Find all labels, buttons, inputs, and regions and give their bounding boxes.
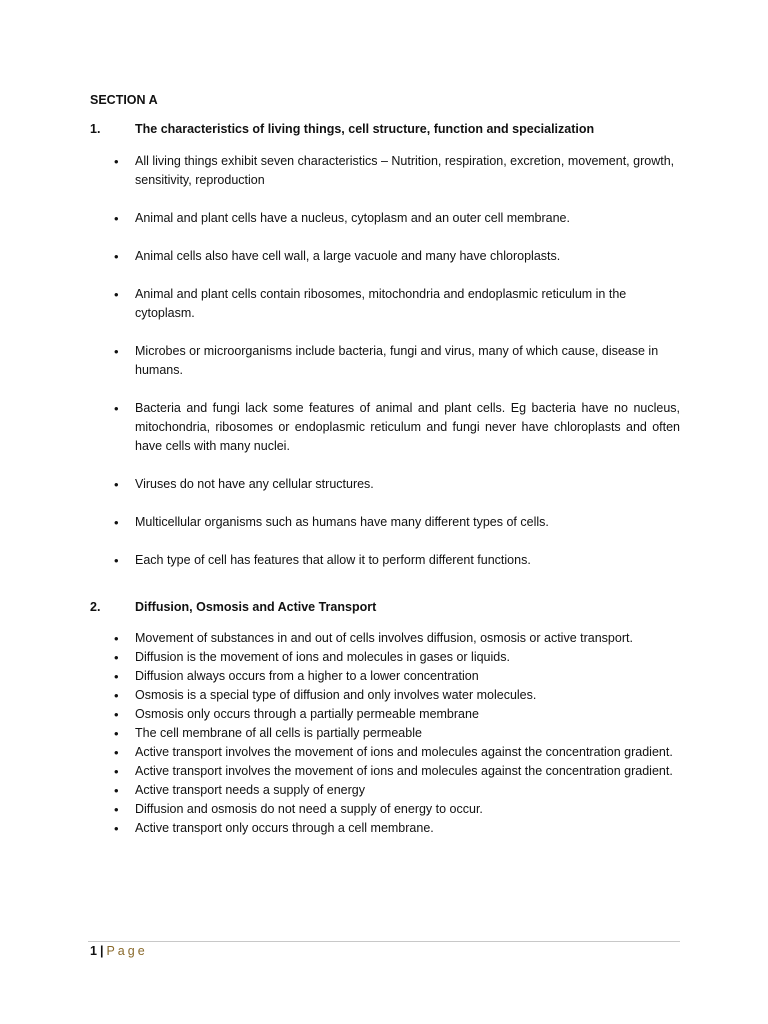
list-item: • Each type of cell has features that allow it to perform different functions. — [0, 551, 680, 570]
list-item: • Active transport involves the movement of ions and molecules against the concentration gradient. — [0, 743, 680, 762]
heading-title: The characteristics of living things, cell structure, function and specialization — [135, 122, 595, 136]
list-item: • Osmosis only occurs through a partially permeable membrane — [0, 705, 680, 724]
list-item: • All living things exhibit seven characteristics – Nutrition, respiration, excretion, movement, growth, sensitivity, reproduction — [0, 152, 680, 190]
list-item: • Multicellular organisms such as humans have many different types of cells. — [0, 513, 680, 532]
page-footer — [90, 944, 148, 958]
section-title: SECTION A — [90, 93, 158, 107]
heading-title: Diffusion, Osmosis and Active Transport — [135, 600, 377, 614]
heading-number: 1. — [90, 122, 101, 136]
list-item: • Active transport only occurs through a cell membrane. — [0, 819, 680, 838]
list-item: • Animal and plant cells contain ribosomes, mitochondria and endoplasmic reticulum in the cytoplasm. — [0, 285, 680, 323]
bullet-list-2 — [0, 629, 768, 838]
heading-number: 2. — [90, 600, 101, 614]
list-item: • Diffusion is the movement of ions and molecules in gases or liquids. — [0, 648, 680, 667]
footer-divider — [88, 941, 680, 942]
list-item: • Diffusion and osmosis do not need a supply of energy to occur. — [0, 800, 680, 819]
heading-1 — [90, 122, 594, 136]
list-item: • Movement of substances in and out of cells involves diffusion, osmosis or active transport. — [0, 629, 680, 648]
list-item: • Active transport needs a supply of energy — [0, 781, 680, 800]
list-item: • Animal cells also have cell wall, a large vacuole and many have chloroplasts. — [0, 247, 680, 266]
heading-2 — [90, 600, 376, 614]
footer-separator: | — [99, 944, 104, 958]
list-item: • Viruses do not have any cellular structures. — [0, 475, 680, 494]
list-item: • Microbes or microorganisms include bacteria, fungi and virus, many of which cause, disease in humans. — [0, 342, 680, 380]
page-label: Page — [106, 944, 148, 958]
page-number: 1 — [90, 944, 97, 958]
bullet-list-1 — [0, 152, 768, 589]
list-item: • Bacteria and fungi lack some features of animal and plant cells. Eg bacteria have no nucleus, mitochondria, ribosomes or endoplasmic reticulum and fungi never have chloroplasts and often have cells with many nuclei. — [0, 399, 680, 456]
list-item: • Osmosis is a special type of diffusion and only involves water molecules. — [0, 686, 680, 705]
list-item: • Active transport involves the movement of ions and molecules against the concentration gradient. — [0, 762, 680, 781]
list-item: • Animal and plant cells have a nucleus, cytoplasm and an outer cell membrane. — [0, 209, 680, 228]
list-item: • Diffusion always occurs from a higher to a lower concentration — [0, 667, 680, 686]
list-item: • The cell membrane of all cells is partially permeable — [0, 724, 680, 743]
